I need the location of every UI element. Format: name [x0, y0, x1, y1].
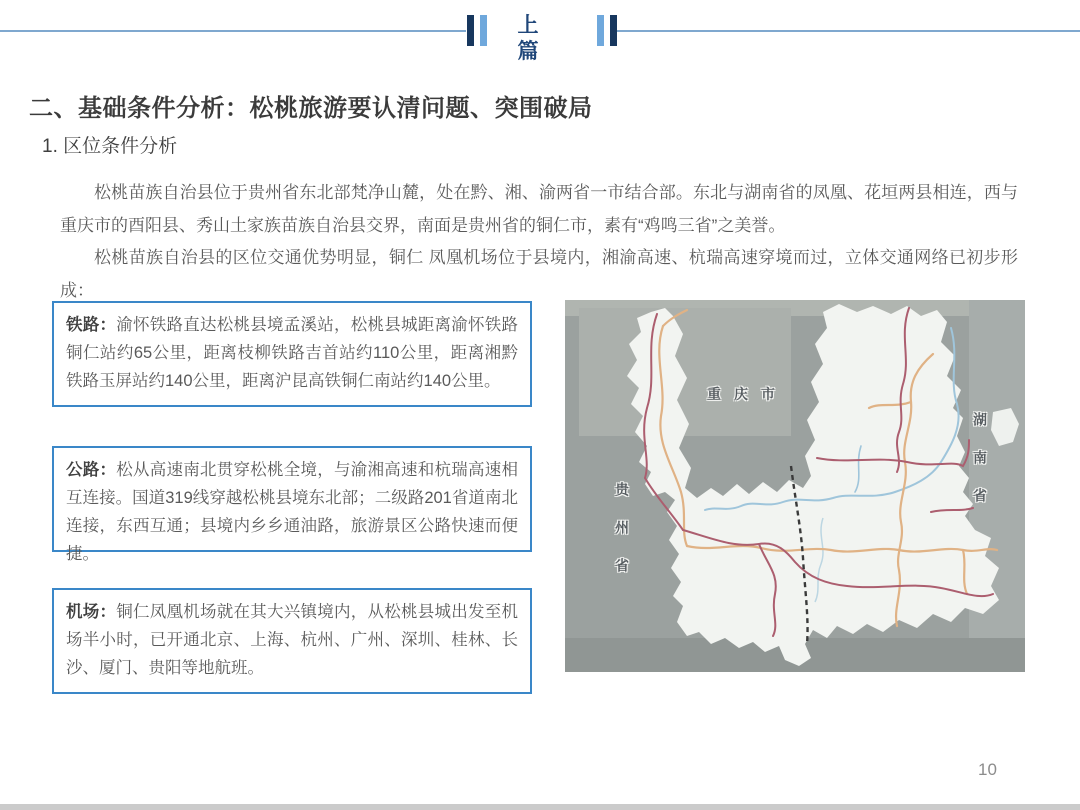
airport-box-label: 机场：: [66, 603, 117, 621]
header-divider-right: [614, 30, 1080, 32]
header-bar-light-right: [597, 15, 604, 46]
highway-info-box: [52, 446, 532, 563]
map-label-guizhou: 贵州省: [614, 482, 630, 596]
region-map: [565, 300, 1025, 672]
airport-box-text: 铜仁凤凰机场就在其大兴镇境内，从松桃县城出发至机场半小时，已开通北京、上海、杭州、广州、深圳、桂林、长沙、厦门、贵阳等地航班。: [66, 603, 518, 677]
intro-paragraph-1: 松桃苗族自治县位于贵州省东北部梵净山麓，处在黔、湘、渝两省一市结合部。东北与湖南省的凤凰、花垣两县相连，西与重庆市的酉阳县、秀山土家族苗族自治县交界，南面是贵州省的铜仁市，素有“鸡鸣三省”之美誉。: [60, 183, 1018, 235]
map-label-hunan: 湖南省: [972, 412, 988, 526]
header-bar-dark-right: [610, 15, 617, 46]
intro-paragraph-2: 松桃苗族自治县的区位交通优势明显，铜仁 凤凰机场位于县境内，湘渝高速、杭瑞高速穿境而过，立体交通网络已初步形成：: [60, 248, 1018, 300]
bottom-bar: [0, 804, 1080, 810]
highway-box-label: 公路：: [66, 461, 117, 479]
railway-box-label: 铁路：: [66, 316, 117, 334]
airport-info-box: [52, 588, 532, 694]
part-label: [498, 13, 558, 65]
header-divider-left: [0, 30, 466, 32]
header-bar-light-left: [480, 15, 487, 46]
map-label-chongqing: 重庆市: [707, 386, 788, 402]
highway-box-text: 松从高速南北贯穿松桃全境，与渝湘高速和杭瑞高速相互连接。国道319线穿越松桃县境东北部；二级路201省道南北连接，东西互通；县境内乡乡通油路，旅游景区公路快速而便捷。: [66, 461, 518, 563]
header-bar-dark-left: [467, 15, 474, 46]
map-graphic: [565, 300, 1025, 672]
part-label-top: 上: [517, 14, 539, 37]
part-label-bottom: 篇: [517, 40, 539, 63]
railway-info-box: [52, 301, 532, 407]
page-number: 10: [978, 760, 997, 779]
page-title: 二、基础条件分析：松桃旅游要认清问题、突围破局: [29, 95, 593, 122]
section-heading: 1. 区位条件分析: [42, 136, 178, 157]
railway-box-text: 渝怀铁路直达松桃县境孟溪站，松桃县城距离渝怀铁路铜仁站约65公里，距离枝柳铁路吉首站约110公里，距离湘黔铁路玉屏站约140公里，距离沪昆高铁铜仁南站约140公里。: [66, 316, 518, 390]
